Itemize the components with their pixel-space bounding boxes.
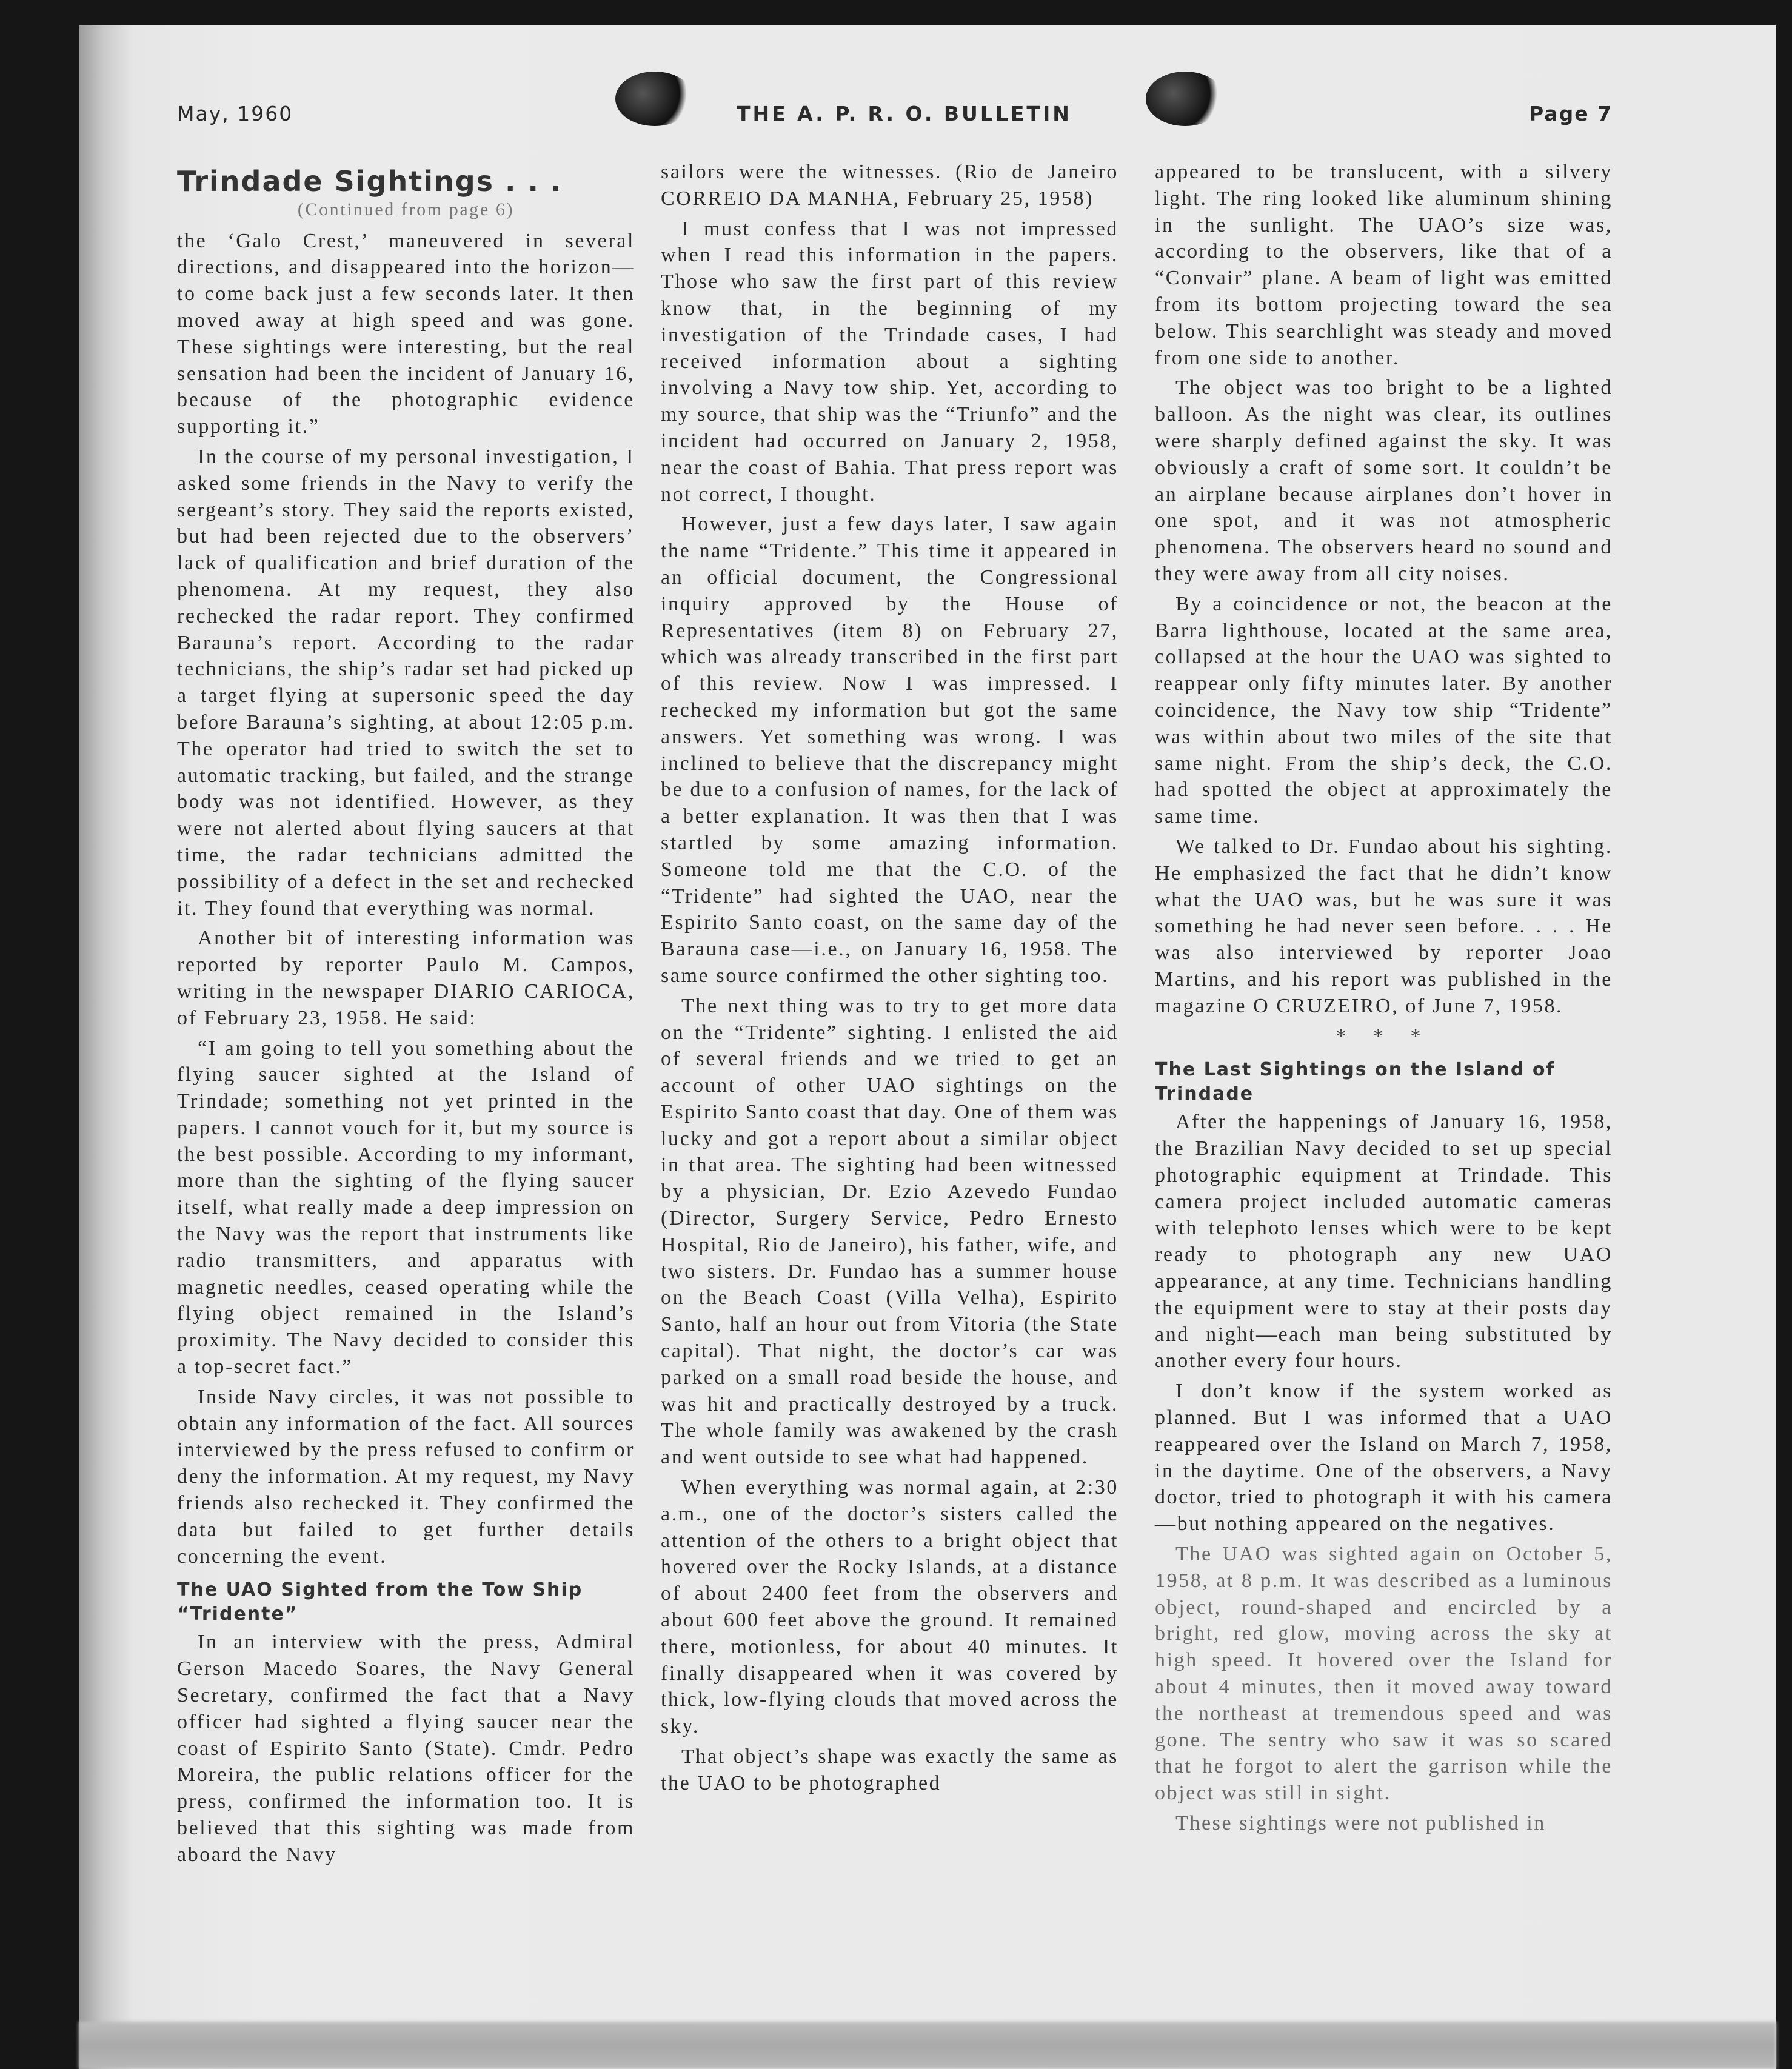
paragraph: The UAO was sighted again on October 5, 1958, at 8 p.m. It was described as a luminous object, round-shaped and encircled by a bright, red glow, moving across the sky at high speed. It hovered over the Island for about 4 minutes, then it moved away toward the northeast at tremendous speed and was gone. The sentry who saw it was so scared that he forgot to alert the garrison while the object was still in sight.	[1155, 1543, 1613, 1805]
column-1	[177, 165, 635, 1872]
continued-note: (Continued from page 6)	[297, 199, 515, 219]
paragraph: In an interview with the press, Admiral Gerson Macedo Soares, the Navy General Secretary, confirmed the fact that a Navy officer had sighted a flying saucer near the coast of Espirito Santo (State). Cmdr. Pedro Moreira, the public relations officer for the press, confirmed the information too. It is believed that this sighting was made from aboard the Navy	[177, 1631, 635, 1866]
publication-title: THE A. P. R. O. BULLETIN	[737, 102, 1072, 125]
scan-bottom-edge	[79, 2022, 1776, 2069]
paragraph: By a coincidence or not, the beacon at the Barra lighthouse, located at the same area, collapsed at the hour the UAO was sighted to reappear only fifty minutes later. By another coincidence, the Navy tow ship “Tridente” was within about two miles of the site that same night. From the ship’s deck, the C.O. had spotted the object at approximately the same time.	[1155, 592, 1613, 828]
article-title: Trindade Sightings . . .	[177, 165, 563, 198]
page-number: Page 7	[1529, 102, 1613, 125]
paragraph: After the happenings of January 16, 1958, the Brazilian Navy decided to set up special photographic equipment at Trindade. This camera project included automatic cameras with telephoto lenses which were to be kept ready to photograph any new UAO appearance, at any time. Technicians handling the equipment were to stay at their posts day and night—each man being substituted by another every four hours.	[1155, 1111, 1613, 1372]
paragraph: appeared to be translucent, with a silvery light. The ring looked like aluminum shining in the sunlight. The UAO’s size was, according to the observers, like that of a “Convair” plane. A beam of light was emitted from its bottom projecting toward the sea below. This searchlight was steady and moved from one side to another.	[1155, 161, 1613, 369]
paragraph: sailors were the witnesses. (Rio de Janeiro CORREIO DA MANHA, February 25, 1958)	[661, 161, 1118, 210]
paragraph: The object was too bright to be a lighted balloon. As the night was clear, its outlines were sharply defined against the sky. It was obviously a craft of some sort. It couldn’t be an airplane because airplanes don’t hover in one spot, and it was not atmospheric phenomena. The observers heard no sound and they were away from all city noises.	[1155, 376, 1613, 585]
paragraph: We talked to Dr. Fundao about his sighting. He emphasized the fact that he didn’t know what the UAO was, but he was sure it was something he had never seen before. . . . He was also interviewed by reporter Joao Martins, and his report was published in the magazine O CRUZEIRO, of June 7, 1958.	[1155, 835, 1613, 1017]
ink-blot-logo-left	[615, 72, 694, 126]
paragraph: When everything was normal again, at 2:30 a.m., one of the doctor’s sisters called the attention of the others to a bright object that hovered over the Rocky Islands, at a distance of about 2400 feet from the observers and about 600 feet above the ground. It remained there, motionless, for about 40 minutes. It finally disappeared when it was covered by thick, low-flying clouds that moved across the sky.	[661, 1476, 1118, 1738]
paragraph: In the course of my personal investigation, I asked some friends in the Navy to verify the sergeant’s story. They said the reports existed, but had been rejected due to the observers’ lack of qualification and brief duration of the phenomena. At my request, they also rechecked the radar report. They confirmed Barauna’s report. According to the radar technicians, the ship’s radar set had picked up a target flying at supersonic speed the day before Barauna’s sighting, at about 12:05 p.m. The operator had tried to switch the set to automatic tracking, but failed, and the strange body was not identified. However, as they were not alerted about flying saucers at that time, the radar technicians admitted the possibility of a defect in the set and rechecked it. They found that everything was normal.	[177, 445, 635, 920]
paragraph: I don’t know if the system worked as planned. But I was informed that a UAO reappeared over the Island on March 7, 1958, in the daytime. One of the observers, a Navy doctor, tried to photograph it with his camera—but nothing appeared on the negatives.	[1155, 1380, 1613, 1536]
paragraph: the ‘Galo Crest,’ maneuvered in several directions, and disappeared into the horizon—to come back just a few seconds later. It then moved away at high speed and was gone. These sightings were interesting, but the real sensation had been the incident of January 16, because of the photographic evidence supporting it.”	[177, 229, 635, 438]
section-subhead: The Last Sightings on the Island of Trindade	[1155, 1059, 1556, 1105]
paragraph: “I am going to tell you something about the flying saucer sighted at the Island of Trindade; something not yet printed in the papers. I cannot vouch for it, but my source is the best possible. According to my informant, more than the sighting of the flying saucer itself, what really made a deep impression on the Navy was the report that instruments like radio transmitters, and apparatus with magnetic needles, ceased operating while the flying object remained in the Island’s proximity. The Navy decided to consider this a top-secret fact.”	[177, 1037, 635, 1379]
section-subhead: The UAO Sighted from the Tow Ship “Tridente”	[177, 1579, 583, 1625]
paragraph: The next thing was to try to get more data on the “Tridente” sighting. I enlisted the aid of several friends and we tried to get an account of other UAO sightings on the Espirito Santo coast that day. One of them was lucky and got a report about a similar object in that area. The sighting had been witnessed by a physician, Dr. Ezio Azevedo Fundao (Director, Surgery Service, Pedro Ernesto Hospital, Rio de Janeiro), his father, wife, and two sisters. Dr. Fundao has a summer house on the Beach Coast (Villa Velha), Espirito Santo, half an hour out from Vitoria (the State capital). That night, the doctor’s car was parked on a small road beside the house, and was hit and practically destroyed by a truck. The whole family was awakened by the crash and went outside to see what had happened.	[661, 994, 1118, 1469]
paragraph: That object’s shape was exactly the same as the UAO to be photographed	[661, 1745, 1118, 1794]
ink-blot-logo-right	[1146, 72, 1225, 126]
paragraph: However, just a few days later, I saw again the name “Tridente.” This time it appeared in an official document, the Congressional inquiry approved by the House of Representatives (item 8) on February 27, which was already transcribed in the first part of this review. Now I was impressed. I rechecked my information but got the same answers. Yet something was wrong. I was inclined to believe that the discrepancy might be due to a confusion of names, for the lack of a better explanation. It was then that I was startled by some amazing information. Someone told me that the C.O. of the “Tridente” had sighted the UAO, near the Espirito Santo coast, on the same day of the Barauna case—i.e., on January 16, 1958. The same source confirmed the other sighting too.	[661, 513, 1118, 987]
section-separator: * * *	[1336, 1024, 1432, 1048]
paragraph: These sightings were not published in	[1175, 1812, 1546, 1835]
issue-date: May, 1960	[177, 102, 293, 125]
paragraph: I must confess that I was not impressed when I read this information in the papers. Those who saw the first part of this review know that, in the beginning of my investigation of the Trindade cases, I had received information about a sighting involving a Navy tow ship. Yet, according to my source, that ship was the “Triunfo” and the incident had occurred on January 2, 1958, near the coast of Bahia. That press report was not correct, I thought.	[661, 217, 1118, 506]
column-2	[661, 159, 1118, 1800]
paragraph: Another bit of interesting information was reported by reporter Paulo M. Campos, writing in the newspaper DIARIO CARIOCA, of February 23, 1958. He said:	[177, 927, 635, 1029]
paragraph: Inside Navy circles, it was not possible to obtain any information of the fact. All sources interviewed by the press refused to confirm or deny the information. At my request, my Navy friends also rechecked it. They confirmed the data but failed to get further details concerning the event.	[177, 1385, 635, 1568]
column-3	[1155, 159, 1613, 1840]
